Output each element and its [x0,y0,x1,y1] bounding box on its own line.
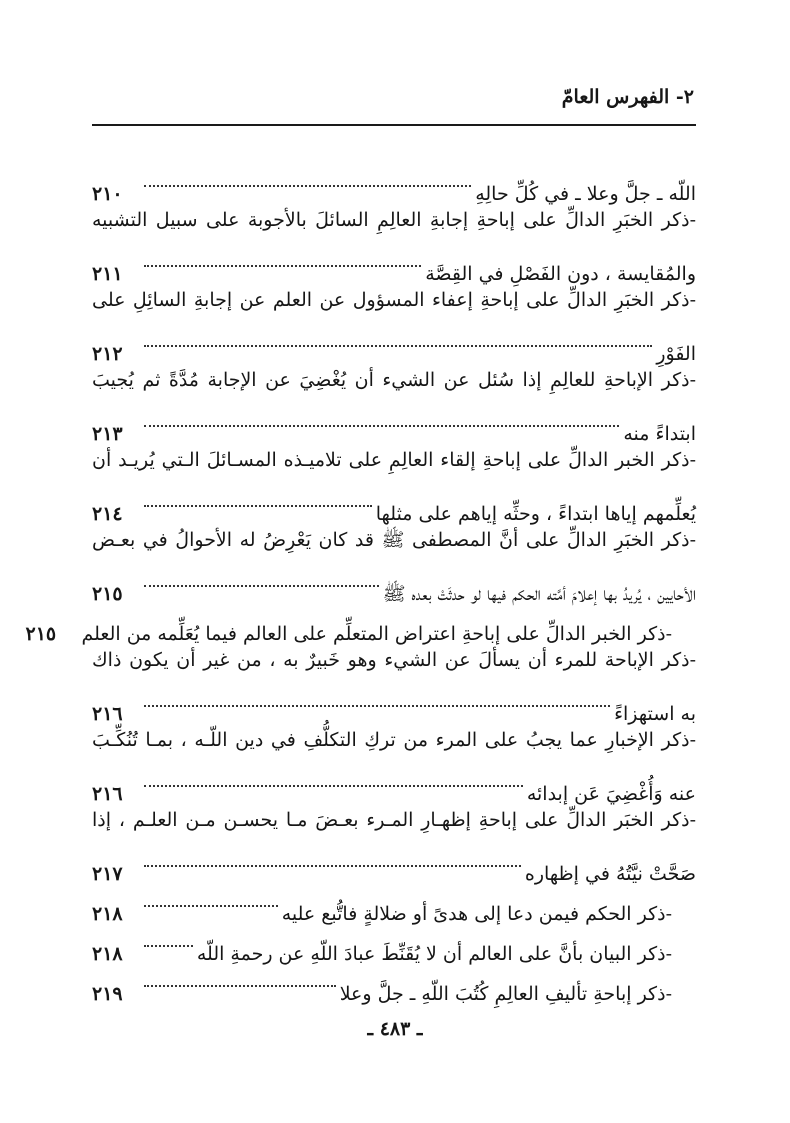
toc-page-number: ٢١٥ [25,623,57,645]
toc-entry [92,160,696,205]
toc-entry-text: والمُقايسة ، دون الفَصْلِ في القِصَّة [425,263,696,285]
dot-leader [144,840,521,880]
toc-entry-text: -ذكر الحكم فيمن دعا إلى هدىً أو ضلالةٍ فاتُّبع عليه [281,903,672,925]
toc-page-number: ٢١٩ [92,983,123,1005]
header-rule [92,124,696,126]
toc-entry-line: -ذكر الإخبارِ عما يجبُ على المرء من تركِ التكلُّفِ في دين اللّـه ، بمـا تُنُكِّـبَ [92,729,696,751]
toc-entry-text: ابتداءً منه [623,423,696,445]
toc-entry-text: -ذكر إباحةِ تأليفِ العالِمِ كُتُبَ اللّهِ ـ جلَّ وعلا [339,983,672,1005]
toc-entry [92,800,696,885]
dot-leader [144,960,336,1000]
toc-entry [92,520,696,605]
toc-page-number: ٢١٢ [92,343,123,365]
dot-leader [144,320,652,360]
toc-page-number: ٢١٨ [92,903,123,925]
toc-entry-text: عنه وَأُغْضِيَ عَن إبدائه [526,783,696,805]
dot-leader [144,760,523,800]
toc-entry-text: -ذكر البيان بأنَّ على العالم أن لا يُقَنِّطَ عبادَ اللّهِ عن رحمةِ اللّه [196,943,672,965]
toc-entry-text: الفَوْرِ [656,343,696,365]
toc-entry-line: -ذكر الخبَرِ الدالِّ على إباحةِ إجابةِ العالِمِ السائلَ بالأجوبة على سبيل التشبيه [92,209,696,231]
toc-page-number: ٢١٨ [92,943,123,965]
toc-entry-line: -ذكر الإباحةِ للعالِمِ إذا سُئل عن الشيء أن يُغْضِيَ عن الإجابة مُدَّةً ثم يُجيبَ [92,369,696,391]
toc-entry-last-line [92,480,696,525]
toc-entry [92,360,696,445]
dot-leader [144,160,471,200]
toc-entry-last-line [92,680,696,725]
toc-entry-last-line [92,160,696,205]
toc-entry-last-line [92,320,696,365]
dot-leader [144,680,610,720]
table-of-contents [25,160,696,1005]
toc-entry-last-line [92,560,696,605]
dot-leader [144,920,193,960]
toc-page-number: ٢١٣ [92,423,123,445]
toc-entry-last-line [92,760,696,805]
toc-page-number: ٢١٠ [92,183,123,205]
dot-leader [144,880,278,920]
toc-page-number: ٢١٤ [92,503,123,525]
toc-entry [92,720,696,805]
toc-entry-last-line [92,840,696,885]
toc-entry-text: به استهزاءً [614,703,696,725]
page-number: ـ ٤٨٣ ـ [367,1018,423,1040]
toc-entry-line: -ذكر الخبَر الدالِّ على إباحةِ إظهـارِ المـرء بعـضَ مـا يحسـن مـن العلـم ، إذا [92,809,696,831]
toc-entry-line: -ذكر الخبر الدالِّ على إباحةِ إلقاء العالِمِ على تلاميـذه المسـائلَ الـتي يُريـد أن [92,449,696,471]
dot-leader [144,400,619,440]
toc-entry-text: اللّه ـ جلَّ وعلا ـ في كُلِّ حالِهِ [475,183,696,205]
toc-page-number: ٢١٦ [92,703,123,725]
toc-entry-line: -ذكر الخبَرِ الدالِّ على إباحةِ إعفاء المسؤول عن العلم عن إجابةِ السائِلِ على [92,289,696,311]
toc-entry [92,640,696,725]
toc-page-number: ٢١٧ [92,863,123,885]
toc-page-number: ٢١٥ [92,583,123,605]
dot-leader [144,560,379,600]
toc-entry-line: -ذكر الخبَرِ الدالِّ على أنَّ المصطفى ﷺ قد كان يَعْرِضُ له الأحوالُ في بعـض [92,529,696,551]
toc-entry-last-line [92,240,696,285]
toc-entry-line: -ذكر الإباحة للمرء أن يسألَ عن الشيء وهو خَبيرٌ به ، من غير أن يكون ذاك [92,649,696,671]
toc-entry-last-line [92,400,696,445]
toc-entry [92,200,696,285]
toc-entry-text: يُعلِّمهم إياها ابتداءً ، وحثِّه إياهم على مثلها [375,503,696,525]
toc-page-number: ٢١١ [92,263,123,285]
toc-entry-text: الأحايين ، يُريدُ بها إعلامَ أمَّته الحكم فيها لو حدثَتْ بعده ﷺ [382,583,696,605]
toc-entry-text: صَحَّتْ نيَّتُهُ في إظهاره [524,863,696,885]
toc-page-number: ٢١٦ [92,783,123,805]
toc-entry [92,440,696,525]
dot-leader [144,480,372,520]
dot-leader [144,240,421,280]
toc-entry [92,280,696,365]
toc-entry-text: -ذكر الخبر الدالِّ على إباحةِ اعتراض المتعلِّم على العالم فيما يُعَلِّمه من العلم [81,623,672,645]
running-header-title: ٢- الفهرس العامّ [561,86,694,108]
